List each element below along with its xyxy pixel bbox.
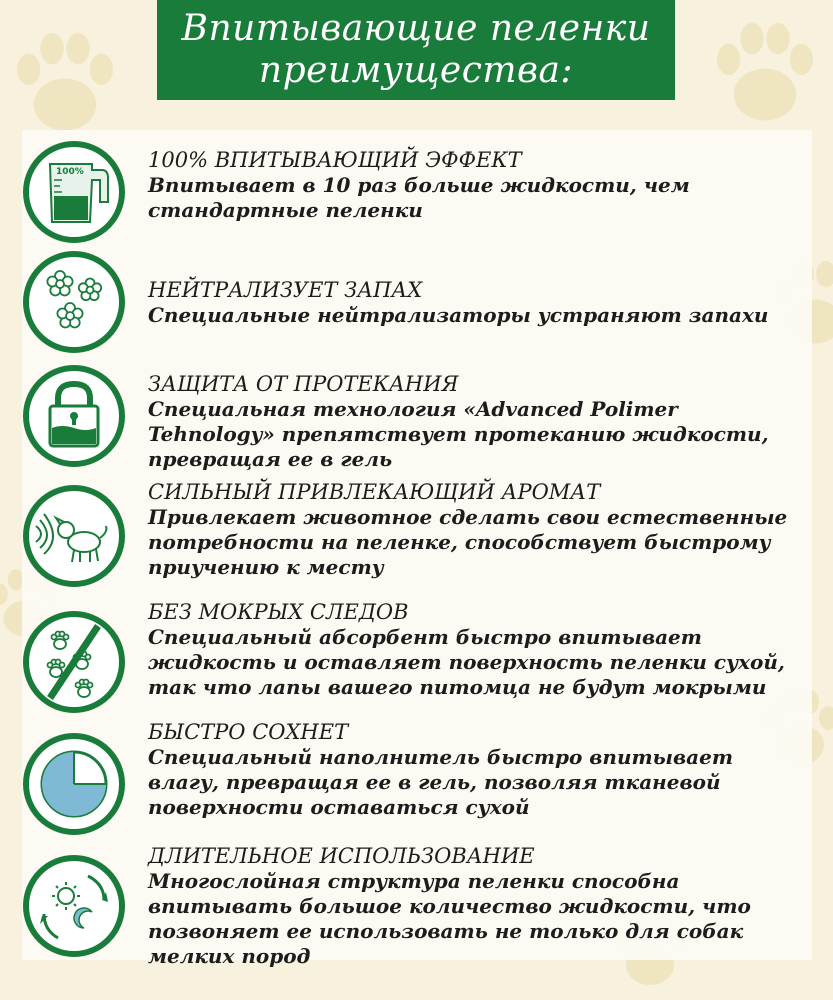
flowers-icon [22,250,126,354]
padlock-icon [22,364,126,468]
feature-description: Впитывает в 10 раз больше жидкости, чем стандартные пеленки [148,173,690,222]
feature-description: Многослойная структура пеленки способна впитывать большое количество жидкости, что позвоняет ее использовать не только для собак мелких пород [148,869,751,968]
page-header [157,0,675,100]
timer-icon [22,732,126,836]
background-paw-icon [700,10,830,140]
feature-title: ЗАЩИТА ОТ ПРОТЕКАНИЯ [148,372,459,396]
cup-label: 100% [56,167,84,177]
feature-title: НЕЙТРАЛИЗУЕТ ЗАПАХ [148,278,423,302]
page-title-line-2: преимущества: [258,50,574,91]
no-paw-prints-icon [22,610,126,714]
page-title-line-1: Впитывающие пеленки [181,8,651,49]
feature-title: 100% ВПИТЫВАЮЩИЙ ЭФФЕКТ [148,148,522,172]
feature-title: СИЛЬНЫЙ ПРИВЛЕКАЮЩИЙ АРОМАТ [148,480,601,504]
feature-description: Специальная технология «Advanced Polimer Tehnology» препятствует протеканию жидкости, превращая ее в гель [148,397,769,471]
feature-description: Специальный наполнитель быстро впитывает влагу, превращая ее в гель, позволяя тканевой поверхности оставаться сухой [148,745,734,819]
feature-description: Специальный абсорбент быстро впитывает жидкость и оставляет поверхность пеленки сухой, так что лапы вашего питомца не будут мокрыми [148,625,785,699]
feature-title: БЕЗ МОКРЫХ СЛЕДОВ [148,600,409,624]
day-night-cycle-icon [22,854,126,958]
measuring-cup-icon [22,140,126,244]
feature-title: ДЛИТЕЛЬНОЕ ИСПОЛЬЗОВАНИЕ [148,844,535,868]
dog-scent-icon [22,484,126,588]
feature-description: Специальные нейтрализаторы устраняют запахи [148,303,769,327]
feature-title: БЫСТРО СОХНЕТ [148,720,349,744]
feature-description: Привлекает животное сделать свои естественные потребности на пеленке, способствует быстрому приучению к месту [148,505,788,579]
